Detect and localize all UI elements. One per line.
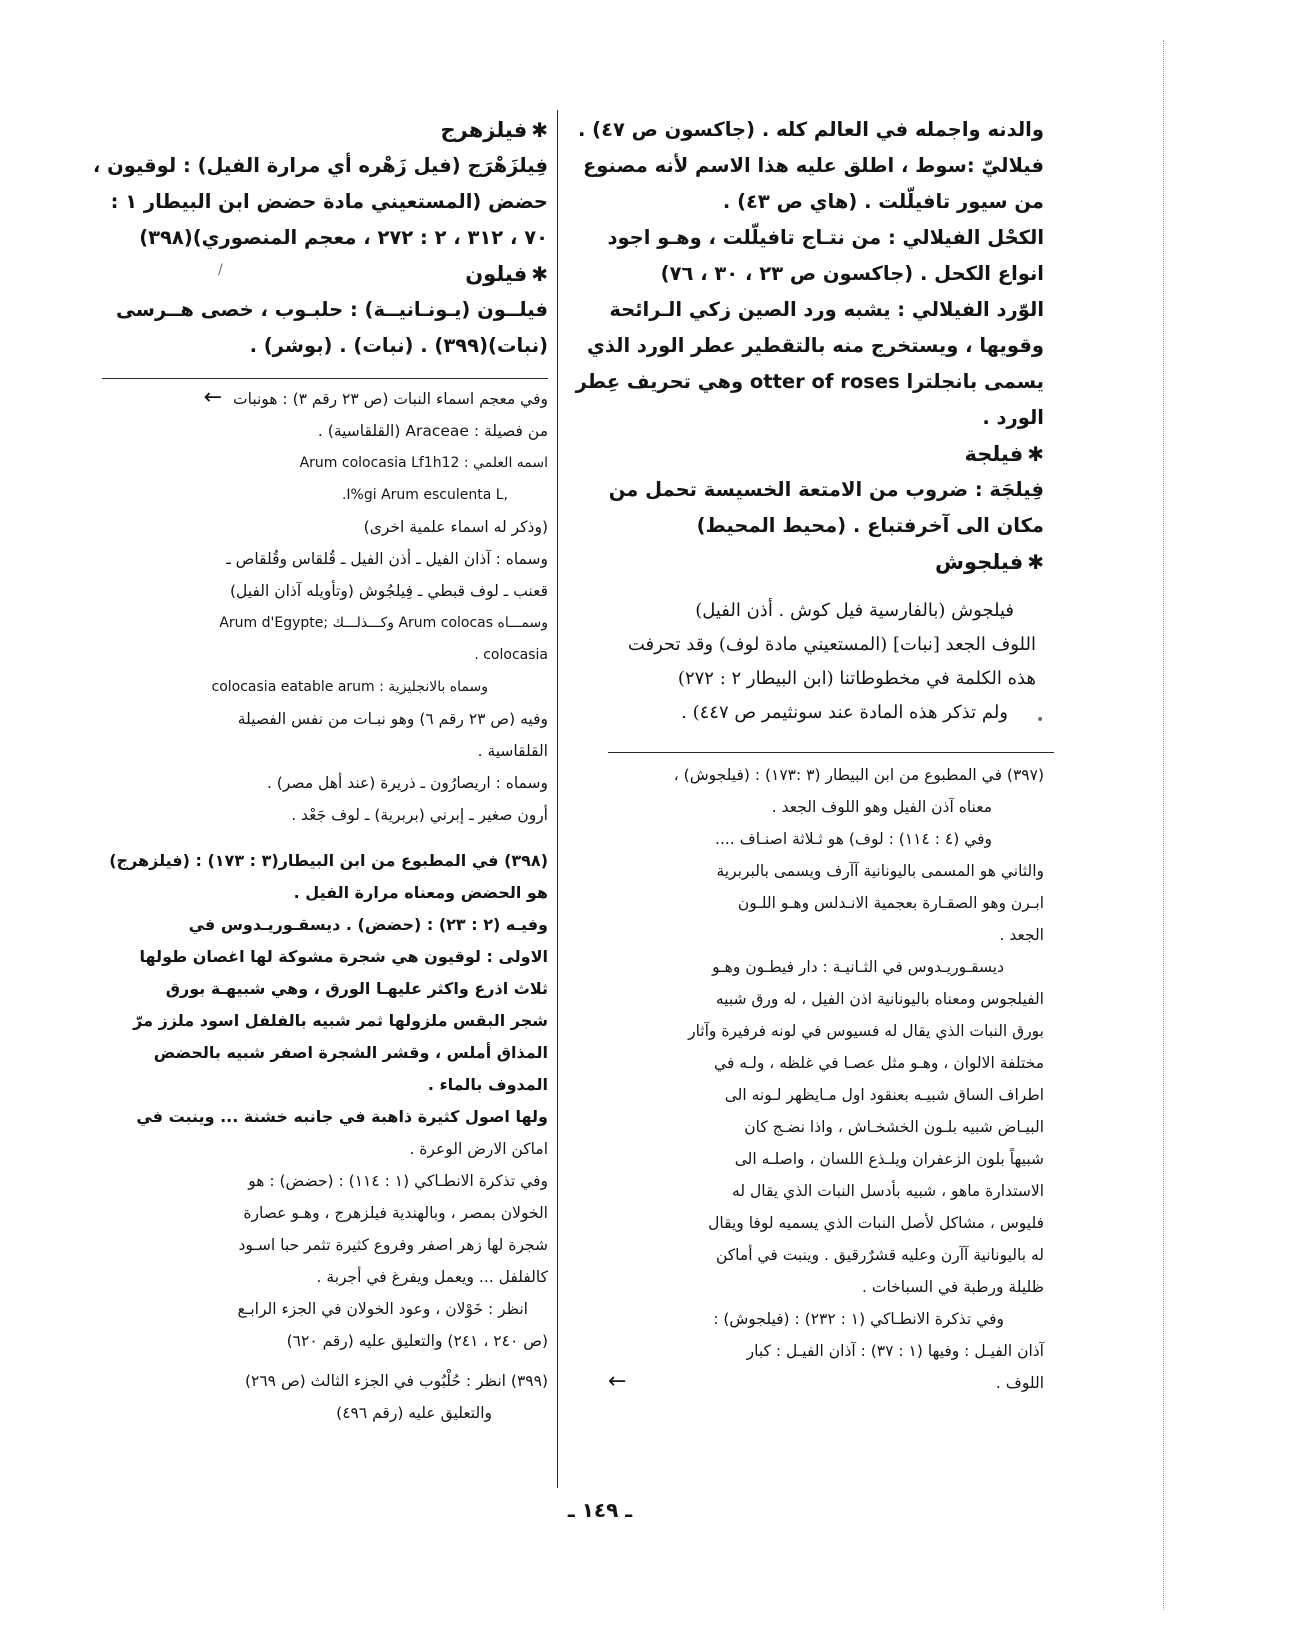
footnote-line: اماكن الارض الوعرة . (409, 1140, 548, 1158)
footnote-line: شجرة لها زهر اصفر وفروع كثيرة تثمر حبا اسـود (238, 1236, 548, 1254)
entry-line: فِيلزَهْرَج (فيل زَهْره أي مرارة الفيل) : لوقيون ، (92, 154, 548, 177)
footnote-line: معناه آذن الفيل وهو اللوف الجعد . (771, 798, 992, 816)
entry-line: ٧٠ ، ٣١٢ ، ٢ : ٢٧٢ ، معجم المنصوري)(٣٩٨) (139, 226, 548, 249)
footnote-397 (608, 759, 1044, 1399)
entry-line: اللوف الجعد [نبات] (المستعيني مادة لوف) وقد تحرفت (627, 634, 1036, 655)
note-line: colocasia . (474, 647, 548, 663)
footnote-line: اطراف الساق شبيـه بعنقود اول مـايظهر لـونه الى (724, 1086, 1044, 1104)
note-line: القلقاسية . (477, 742, 548, 760)
entry-line: الوّرد الفيلالي : يشبه ورد الصين زكي الـرائحة (609, 298, 1044, 321)
footnote-line: (٣٩٩) انظر : حُلْبُوب في الجزء الثالث (ص ٢٦٩) (244, 1372, 548, 1390)
footnote-line: ولها اصول كثيرة ذاهبة في جانبه خشنة ... وينبت في (136, 1107, 548, 1126)
footnote-399 (108, 1365, 548, 1429)
entry-line: مكان الى آخرفتباع . (محيط المحيط) (696, 514, 1044, 537)
scan-margin-line (1163, 40, 1164, 1610)
note-line: أرون صغير ـ إبرني (بربرية) ـ لوف جَعْد . (291, 806, 548, 824)
note-line: وسماه : اريصارُون ـ ذريرة (عند أهل مصر) . (266, 774, 548, 792)
entry-heading-filja: ✱فيلجة (964, 442, 1044, 466)
entry-heading-filzahraj: ✱فيلزهرج (440, 118, 548, 142)
footnote-line: الاستدارة ماهو ، شبيه بأدسل النبات الذي يقال له (732, 1182, 1044, 1200)
entry-line: هذه الكلمة في مخطوطاتنا (ابن البيطار ٢ : ٢٧٢) (677, 668, 1036, 689)
footnote-line: الفيلجوس ومعناه باليونانية اذن الفيل ، له ورق شبيه (715, 990, 1044, 1008)
footnote-line: انظر : خَوْلان ، وعود الخولان في الجزء الرابـع (237, 1300, 528, 1318)
footnote-line: آذان الفيـل : وفيها (١ : ٣٧) : آذان الفيـل : كبار (746, 1342, 1044, 1360)
entry-filzahraj (92, 148, 548, 256)
entry-line: فيلجوش (بالفارسية فيل كوش . أذن الفيل) (695, 600, 1014, 621)
note-line: وفي معجم اسماء النبات (ص ٢٣ رقم ٣) : هونبات ← (203, 385, 548, 410)
continuation-arrow-icon: ← (608, 1369, 627, 1394)
footnote-line: والتعليق عليه (رقم ٤٩٦) (336, 1404, 492, 1422)
right-column (575, 112, 1044, 1394)
footnote-line: الخولان بمصر ، وبالهندية فيلزهرج ، وهـو عصارة (243, 1204, 548, 1222)
note-line: وسماه : آذان الفيل ـ أذن الفيل ـ قُلقاس وقُلقاص ـ (226, 550, 548, 568)
entry-filoon (108, 292, 548, 364)
footnote-line: مختلفة الالوان ، وهـو مثل عصـا في غلظه ، ولـه في (714, 1054, 1044, 1072)
entry-line: فيلاليّ :سوط ، اطلق عليه هذا الاسم لأنه مصنوع (582, 154, 1044, 177)
note-line: وفيه (ص ٢٣ رقم ٦) وهو نبـات من نفس الفصيلة (237, 710, 548, 728)
asterisk-icon: ✱ (1027, 550, 1044, 574)
entry-filjoosh (608, 594, 1044, 730)
entry-filja (608, 472, 1044, 544)
entry-line: فيلــون (يـونـانيــة) : حلبـوب ، خصى هــرسى (116, 298, 548, 321)
entry-line: الكحْل الفيلالي : من نتـاج تافيلّلت ، وهـو اجود (607, 226, 1044, 249)
footnote-line: شجر البقس ملزولها ثمر شبيه بالفلفل اسود ملزز مرّ (133, 1011, 548, 1030)
asterisk-icon: ✱ (531, 262, 548, 286)
note-line: وسمـــاه Arum colocas وكـــذلـــك ;Arum d'Egypte (219, 615, 548, 631)
footnote-line: كالفلفل ... ويعمل ويفرغ في أجربة . (316, 1268, 548, 1286)
continuation-arrow-icon: ← (203, 385, 223, 410)
column-divider (557, 110, 558, 1488)
entry-line: من سيور تافيلّلت . (هاي ص ٤٣) . (722, 190, 1044, 213)
footnote-line: شبيهاً بلون الزعفران ويلـذع اللسان ، واصلـه الى (734, 1150, 1044, 1168)
note-line: اسمه العلمي : Arum colocasia Lf1h12 (299, 455, 548, 471)
entry-line: الورد . (982, 406, 1044, 429)
footnote-line: وفي تذكرة الانطـاكي (١ : ١١٤) : (حضض) : هو (248, 1172, 548, 1190)
footnote-line: بورق النبات الذي يقال له فسيوس في لونه فرفيرة وآثار (688, 1022, 1044, 1040)
entry-line: ولم تذكر هذه المادة عند سونثيمر ص ٤٤٧) . (681, 702, 1008, 723)
footnote-line: ظليلة ورطبة في السباخات . (862, 1278, 1044, 1296)
footnote-rule (102, 378, 548, 379)
entry-line: انواع الكحل . (جاكسون ص ٢٣ ، ٣٠ ، ٧٦) (660, 262, 1044, 285)
footnote-line: وفي (٤ : ١١٤) : لوف) هو ثـلاثة اصنـاف .... (715, 830, 992, 848)
entry-line: (نبات)(٣٩٩) . (نبات) . (بوشر) . (249, 334, 548, 357)
footnote-line: وفيـه (٢ : ٢٣) : (حضض) . ديسقـوريـدوس في (188, 915, 548, 934)
scan-speck: / (218, 262, 223, 278)
footnote-line: فليوس ، مشاكل لأصل النبات الذي يسميه لوفا ويقال (708, 1214, 1044, 1232)
footnote-line: وفي تذكرة الانطـاكي (١ : ٢٣٢) : (فيلجوش) : (713, 1310, 1004, 1328)
footnote-line: ثلاث اذرع واكثر عليهـا الورق ، وهي شبيهـة بورق (165, 979, 548, 998)
footnote-line: (ص ٢٤٠ ، ٢٤١) والتعليق عليه (رقم ٦٢٠) (286, 1332, 548, 1350)
note-line: وسماه بالانجليزية : colocasia eatable arum (211, 679, 488, 695)
footnote-line: (٣٩٨) في المطبوع من ابن البيطار(٣ : ١٧٣) : (فيلزهرج) (109, 851, 548, 870)
entry-continuation (575, 112, 1044, 436)
plant-dictionary-note (108, 383, 548, 831)
footnote-line: هو الحضض ومعناه مرارة الفيل . (293, 883, 548, 902)
footnote-rule (608, 752, 1054, 753)
footnote-line: الاولى : لوقيون هي شجرة مشوكة لها اغصان طولها (139, 947, 548, 966)
note-line: قعنب ـ لوف قبطي ـ فِيلجُوش (وتأويله آذان الفيل) (230, 582, 548, 600)
asterisk-icon: ✱ (1027, 442, 1044, 466)
entry-heading-filjoosh: ✱فيلجوش (935, 550, 1044, 574)
left-column (92, 112, 548, 1429)
entry-line: والدنه واجمله في العالم كله . (جاكسون ص ٤٧) . (577, 118, 1044, 141)
footnote-line: ديسقـوريـدوس في الثـانيـة : دار فيطـون وهـو (712, 958, 1004, 976)
note-line: (وذكر له اسماء علمية اخرى) (363, 518, 548, 536)
entry-line: وقويها ، ويستخرج منه بالتقطير عطر الورد الذي (586, 334, 1044, 357)
note-line: من فصيلة : Araceae (القلقاسية) . (317, 422, 548, 440)
footnote-line: المدوف بالماء . (427, 1075, 548, 1094)
entry-line: حضض (المستعيني مادة حضض ابن البيطار ١ : (110, 190, 548, 213)
footnote-line: ابـرن وهو الصقـارة بعجمية الانـدلس وهـو اللـون (737, 894, 1044, 912)
footnote-line: والثاني هو المسمى باليونانية آآرف ويسمى بالبربرية (716, 862, 1044, 880)
entry-heading-filoon: ✱فيلون (465, 262, 548, 286)
footnote-line: اللوف . (995, 1374, 1044, 1392)
footnote-line: له باليونانية آآرن وعليه قشرٌرقيق . وينبت في أماكن (716, 1246, 1044, 1264)
entry-line: فِيلجَة : ضروب من الامتعة الخسيسة تحمل من (608, 478, 1044, 501)
footnote-398 (108, 845, 548, 1357)
footnote-line: الجعد . (999, 926, 1044, 944)
footnote-line: (٣٩٧) في المطبوع من ابن البيطار (٣ :١٧٣) : (فيلجوش) ، (673, 766, 1044, 784)
footnote-line: البيـاض شبيه بلـون الخشخـاش ، واذا نضـج كان (744, 1118, 1044, 1136)
page-number: ـ ١٤٩ ـ (567, 1498, 633, 1522)
entry-line: يسمى بانجلترا otter of roses وهي تحريف عِطر (575, 370, 1044, 393)
note-line: ,I%gi Arum esculenta L. (341, 487, 508, 503)
asterisk-icon: ✱ (531, 118, 548, 142)
footnote-line: المذاق أملس ، وقشر الشجرة اصفر شبيه بالحضض (153, 1043, 548, 1062)
scan-speck: • (1036, 712, 1045, 728)
